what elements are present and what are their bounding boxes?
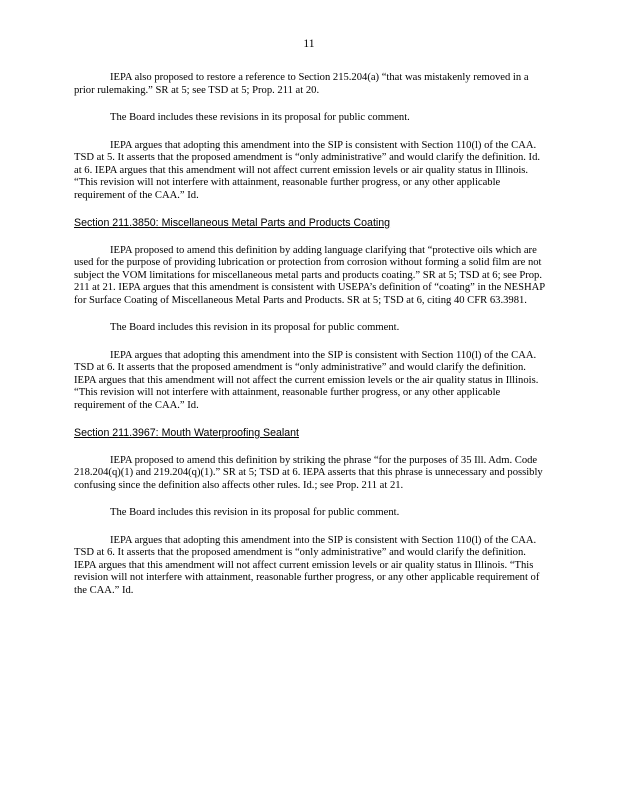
page-number: 11 [303,37,315,50]
section-heading: Section 211.3850: Miscellaneous Metal Parts and Products Coating [74,217,391,229]
paragraph: IEPA argues that adopting this amendment into the SIP is consistent with Section 110(l) of the CAA. TSD at 6. It asserts that the proposed amendment is “only administrative” and would clarify the definition. IEPA argues that this amendment will not affect current emission levels or air quality status in Illinois. “This revision will not interfere with attainment, reasonable further progress, or any other applicable requirement of the CAA.” Id. [74,534,540,596]
paragraph: IEPA also proposed to restore a reference to Section 215.204(a) “that was mistakenly removed in a prior rulemaking.” SR at 5; see TSD at 5; Prop. 211 at 20. [74,72,529,96]
section-heading: Section 211.3967: Mouth Waterproofing Sealant [74,427,299,439]
paragraph: The Board includes these revisions in its proposal for public comment. [110,112,410,123]
paragraph: IEPA argues that adopting this amendment into the SIP is consistent with Section 110(l) of the CAA. TSD at 6. It asserts that the proposed amendment is “only administrative” and would clarify the definition. IEPA argues that this amendment will not affect the current emission levels or the air quality status in Illinois. “This revision will not interfere with attainment, reasonable further progress, or any other applicable requirement of the CAA.” Id. [74,349,539,411]
paragraph: IEPA proposed to amend this definition by striking the phrase “for the purposes of 35 Ill. Adm. Code 218.204(q)(1) and 219.204(q)(1).” SR at 5; TSD at 6. IEPA asserts that this phrase is unnecessary and possibly confusing since the definition also affects other rules. Id.; see Prop. 211 at 21. [74,454,543,491]
paragraph: IEPA argues that adopting this amendment into the SIP is consistent with Section 110(l) of the CAA. TSD at 5. It asserts that the proposed amendment is “only administrative” and would clarify the definition. Id. at 6. IEPA argues that this amendment will not affect current emission levels or air quality status in Illinois. “This revision will not interfere with attainment, reasonable further progress, or any other applicable requirement of the CAA.” Id. [74,139,541,201]
document-body [74,72,550,612]
paragraph: The Board includes this revision in its proposal for public comment. [110,322,400,333]
paragraph: IEPA proposed to amend this definition by adding language clarifying that “protective oils which are used for the purpose of providing lubrication or protection from corrosion without forming a solid film are not subject the VOM limitations for miscellaneous metal parts and products coating.” SR at 5; TSD at 6; see Prop. 211 at 21. IEPA argues that this amendment is consistent with USEPA’s definition of “coating” in the NESHAP for Surface Coating of Miscellaneous Metal Parts and Products. SR at 5; TSD at 6, citing 40 CFR 63.3981. [74,244,545,306]
paragraph: The Board includes this revision in its proposal for public comment. [110,507,400,518]
